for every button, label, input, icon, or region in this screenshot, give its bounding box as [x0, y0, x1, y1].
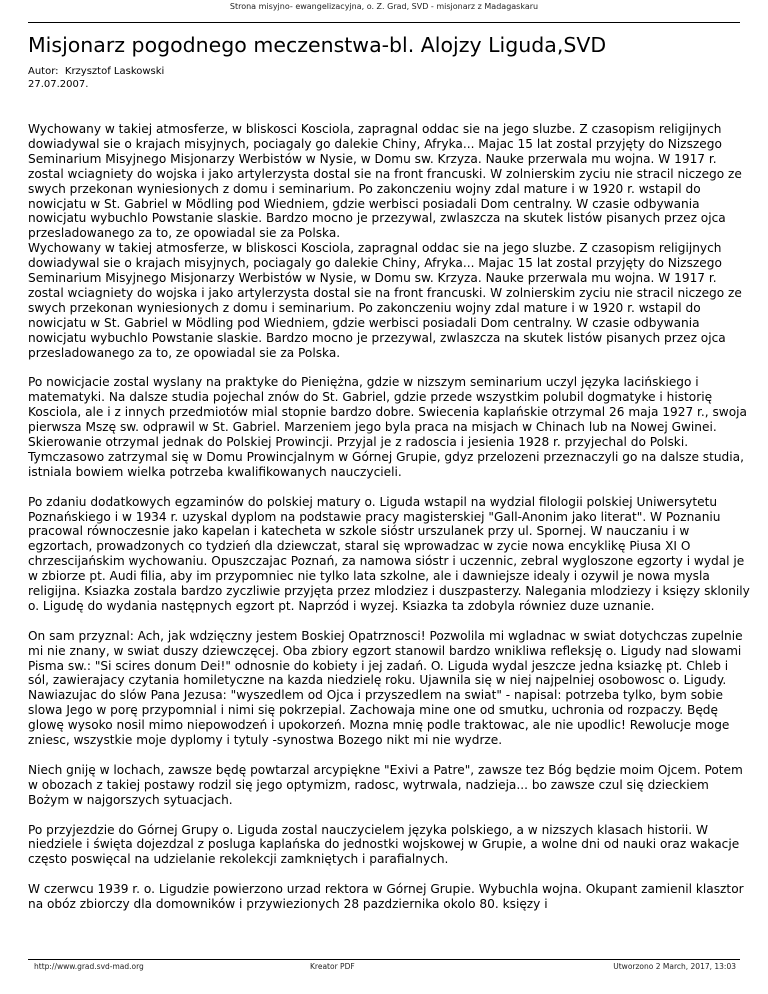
article-date: 27.07.2007. [28, 78, 89, 90]
article-title: Misjonarz pogodnego meczenstwa-bl. Alojzy Liguda,SVD [28, 33, 607, 57]
paragraph-1: Wychowany w takiej atmosferze, w bliskosci Kosciola, zapragnal oddac sie na jego sluzbe. Z czasopism religijnych dowiadywal sie o krajach misyjnych, pociagaly go dalekie Chiny, Afryka... Majac 15 lat zostal przyjęty do Nizszego Seminarium Misyjnego Misjonarzy Werbistów w Nysie, w Domu sw. Krzyza. Nauke przerwala mu wojna. W 1917 r. zostal wciagniety do wojska i jako artylerzysta dostal sie na front francuski. W zolnierskim zyciu nie stracil niczego ze swych przekonan wyniesionych z domu i seminarium. Po zakonczeniu wojny zdal mature i w 1920 r. wstapil do nowicjatu w St. Gabriel w Mödling pod Wiedniem, gdzie werbisci posiadali Dom centralny. W czasie odbywania nowicjatu wybuchlo Powstanie slaskie. Bardzo mocno je przezywal, zwlaszcza na skutek listów pisanych przez ojca przesladowanego za to, ze opowiadal sie za Polska. Wychowany w takiej atmosferze, w bliskosci Kosciola, zapragnal oddac sie na jego sluzbe. Z czasopism religijnych dowiadywal sie o krajach misyjnych, pociagaly go dalekie Chiny, Afryka... Majac 15 lat zostal przyjęty do Nizszego Seminarium Misyjnego Misjonarzy Werbistów w Nysie, w Domu sw. Krzyza. Nauke przerwala mu wojna. W 1917 r. zostal wciagniety do wojska i jako artylerzysta dostal sie na front francuski. W zolnierskim zyciu nie stracil niczego ze swych przekonan wyniesionych z domu i seminarium. Po zakonczeniu wojny zdal mature i w 1920 r. wstapil do nowicjatu w St. Gabriel w Mödling pod Wiedniem, gdzie werbisci posiadali Dom centralny. W czasie odbywania nowicjatu wybuchlo Powstanie slaskie. Bardzo mocno je przezywal, zwlaszcza na skutek listów pisanych przez ojca przesladowanego za to, ze opowiadal sie za Polska. [28, 122, 742, 360]
paragraph-6: Po przyjezdzie do Górnej Grupy o. Liguda zostal nauczycielem języka polskiego, a w nizszych klasach historii. W niedziele i święta dojezdzal z posluga kaplańska do jednostki wojskowej w Grupie, a wolne dni od nauki oraz wakacje często poswięcal na udzielanie rekolekcji zamkniętych i parafialnych. [28, 822, 740, 867]
article-meta [28, 66, 164, 91]
paragraph-7: W czerwcu 1939 r. o. Ligudzie powierzono urzad rektora w Górnej Grupie. Wybuchla wojna. Okupant zamienil klasztor na obóz zbiorczy dla domowników i przywiezionych 28 pazdziernika okolo 80. księzy i [28, 882, 744, 912]
article-author: Autor: Krzysztof Laskowski [28, 66, 165, 77]
site-header-text: Strona misyjno- ewangelizacyjna, o. Z. Grad, SVD - misjonarz z Madagaskaru [229, 2, 539, 11]
page-header [28, 0, 740, 23]
page-footer [28, 961, 740, 973]
paragraph-3: Po zdaniu dodatkowych egzaminów do polskiej matury o. Liguda wstapil na wydzial filologii polskiej Uniwersytetu Poznańskiego i w 1934 r. uzyskal dyplom na podstawie pracy magisterskiej "Gall-Anonim jako literat". W Poznaniu pracowal równoczesnie jako kapelan i katecheta w szkole sióstr urszulanek przy ul. Spornej. W nauczaniu i w egzortach, prowadzonych co tydzień dla dziewczat, staral się wprowadzac w zycie nowa encyklikę Piusa XI O chrzescijańskim wychowaniu. Opuszczajac Poznań, za namowa sióstr i uczennic, zebral wygloszone egzorty i wydal je w zbiorze pt. Audi filia, aby im przypomniec nie tylko lata szkolne, ale i dawniejsze idealy i ozywil je nowa mysla religijna. Ksiazka zostala bardzo zyczliwie przyjęta przez mlodziez i duszpasterzy. Nalegania mlodziezy i księzy sklonily o. Ligudę do wydania następnych egzort pt. Naprzód i wyzej. Ksiazka ta zdobyla równiez duze uznanie. [28, 494, 750, 613]
footer-divider [28, 959, 740, 960]
footer-created: Utworzono 2 March, 2017, 13:03 [613, 962, 736, 971]
paragraph-2: Po nowicjacie zostal wyslany na praktyke do Pieniężna, gdzie w nizszym seminarium uczyl języka lacińskiego i matematyki. Na dalsze studia pojechal znów do St. Gabriel, gdzie przede wszystkim polubil dogmatyke i historię Kosciola, ale i z innych przedmiotów mial stopnie bardzo dobre. Swiecenia kaplańskie otrzymal 26 maja 1927 r., swoja pierwsza Mszę sw. odprawil w St. Gabriel. Marzeniem jego byla praca na misjach w Chinach lub na Nowej Gwinei. Skierowanie otrzymal jednak do Polskiej Prowincji. Przyjal je z radoscia i jesienia 1928 r. przyjechal do Polski. Tymczasowo zatrzymal się w Domu Prowincjalnym w Górnej Grupie, gdyz przelozeni przeznaczyli go na dalsze studia, istniala bowiem wielka potrzeba kwalifikowanych nauczycieli. [28, 375, 747, 479]
article-body [28, 122, 750, 927]
footer-url[interactable]: http://www.grad.svd-mad.org [34, 962, 144, 971]
footer-generator: Kreator PDF [310, 962, 355, 971]
paragraph-4: On sam przyznal: Ach, jak wdzięczny jestem Boskiej Opatrznosci! Pozwolila mi wgladnac w swiat dotychczas zupelnie mi nie znany, w swiat duszy dziewczęcej. Oba zbiory egzort stanowil bardzo wnikliwa refleksję o. Ligudy nad slowami Pisma sw.: "Si scires donum Dei!" odnosnie do kobiety i jej zadań. O. Liguda wydal jeszcze jedna ksiazkę pt. Chleb i sól, zawierajacy czytania homiletyczne na kazda niedzielę roku. Ujawnila się w niej najpelniej osobowosc o. Ligudy. Nawiazujac do slów Pana Jezusa: "wyszedlem od Ojca i przyszedlem na swiat" - napisal: potrzeba tylko, bym sobie slowa Jego w porę przypomnial i nimi się pokrzepial. Zachowaja mine one od smutku, uchronia od rozpaczy. Będę glowę wysoko nosil mimo niepowodzeń i upokorzeń. Mozna mnię podle traktowac, ale nie upodlic! Rewolucje moge zniesc, wszystkie moje dyplomy i tytuly -synostwa Bozego nikt mi nie wydrze. [28, 628, 743, 748]
paragraph-5: Niech gniję w lochach, zawsze będę powtarzal arcypiękne "Exivi a Patre", zawsze tez Bóg będzie moim Ojcem. Potem w obozach z takiej postawy rodzil się jego optymizm, radosc, wytrwala, nadzieja... bo zawsze czul się dzieckiem Bożym w najgorszych sytuacjach. [28, 762, 743, 807]
